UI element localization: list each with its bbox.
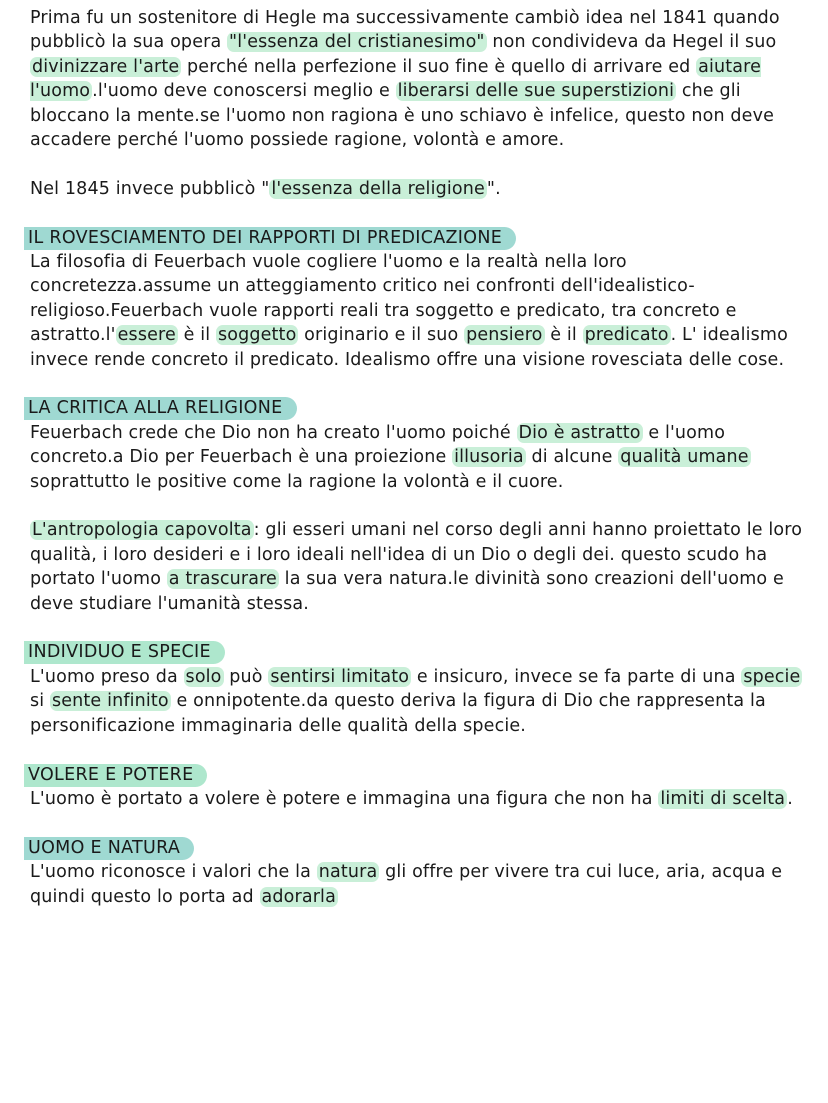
paragraph-spacer: [30, 201, 810, 225]
text-segment: L'uomo preso da: [30, 666, 184, 687]
text-segment: .l'uomo deve conoscersi meglio e: [92, 81, 396, 102]
heading-individuo-specie: INDIVIDUO E SPECIE: [24, 641, 225, 664]
highlighted-text: L'antropologia capovolta: [32, 520, 252, 541]
heading-individuo-specie-line: [30, 640, 810, 664]
text-segment: si: [30, 691, 50, 712]
individuo-paragraph: [30, 665, 810, 738]
highlighted-text: liberarsi delle sue superstizioni: [397, 81, 675, 102]
paragraph-spacer: [30, 616, 810, 640]
heading-volere-potere: VOLERE E POTERE: [24, 764, 207, 787]
text-segment: che gli bloccano la mente.se l'uomo non ragiona è uno schiavo è infelice, questo non deve accadere perché l'uomo possiede ragione, volontà e amore.: [30, 81, 774, 151]
heading-critica-religione: LA CRITICA ALLA RELIGIONE: [24, 397, 297, 420]
highlighted-text: limiti di scelta: [660, 788, 786, 809]
highlighted-text: divinizzare l'arte: [32, 56, 180, 77]
text-segment: originario e il suo: [298, 325, 465, 346]
text-segment: ".: [486, 178, 501, 199]
paragraph-spacer: [30, 738, 810, 762]
text-segment: Prima fu un sostenitore di Hegle ma successivamente cambiò idea nel 1841 quando pubblicò la sua opera: [30, 8, 780, 53]
text-segment: L'uomo riconosce i valori che la: [30, 862, 317, 883]
highlighted-text: solo: [185, 666, 222, 687]
highlighted-text: natura: [318, 862, 378, 883]
text-segment: L'uomo è portato a volere è potere e immagina una figura che non ha: [30, 788, 659, 809]
text-segment: può: [223, 666, 269, 687]
text-segment: e onnipotente.da questo deriva la figura di Dio che rappresenta la personificazione immaginaria delle qualità della specie.: [30, 691, 766, 736]
text-segment: di alcune: [525, 447, 619, 468]
text-segment: Nel 1845 invece pubblicò ": [30, 178, 270, 199]
text-segment: .: [787, 788, 793, 809]
critica-paragraph: [30, 421, 810, 494]
text-segment: gli offre per vivere tra cui luce, aria, acqua e quindi questo lo porta ad: [30, 862, 783, 907]
highlighted-text: qualità umane: [620, 447, 749, 468]
essenza-religione-paragraph: [30, 177, 810, 201]
highlighted-text: l'essenza della religione: [271, 178, 485, 199]
highlighted-text: aiutare l'uomo: [30, 56, 762, 102]
text-segment: è il: [177, 325, 216, 346]
heading-volere-potere-line: [30, 763, 810, 787]
highlighted-text: a trascurare: [168, 569, 277, 590]
heading-uomo-natura-line: [30, 836, 810, 860]
highlighted-text: Dio è astratto: [518, 422, 641, 443]
highlighted-text: pensiero: [466, 325, 543, 346]
text-segment: non condivideva da Hegel il suo: [486, 32, 777, 53]
text-segment: . L' idealismo invece rende concreto il predicato. Idealismo offre una visione rovesciata delle cose.: [30, 325, 788, 370]
intro-paragraph: [30, 6, 810, 152]
highlighted-text: illusoria: [454, 447, 524, 468]
highlighted-text: adorarla: [261, 886, 336, 907]
highlighted-text: specie: [743, 666, 801, 687]
natura-paragraph: [30, 860, 810, 909]
paragraph-spacer: [30, 372, 810, 396]
antropologia-paragraph: [30, 518, 810, 616]
highlighted-text: sentirsi limitato: [270, 666, 410, 687]
text-segment: Feuerbach crede che Dio non ha creato l'uomo poiché: [30, 422, 517, 443]
paragraph-spacer: [30, 811, 810, 835]
text-segment: è il: [544, 325, 583, 346]
heading-critica-religione-line: [30, 396, 810, 420]
paragraph-spacer: [30, 494, 810, 518]
text-segment: soprattutto le positive come la ragione la volontà e il cuore.: [30, 471, 564, 492]
highlighted-text: essere: [117, 325, 176, 346]
volere-paragraph: [30, 787, 810, 811]
text-segment: La filosofia di Feuerbach vuole cogliere l'uomo e la realtà nella loro concretezza.assume un atteggiamento critico nei confronti dell'idealistico-religioso.Feuerbach vuole rapporti reali tra soggetto e predicato, tra concreto e astratto.l': [30, 252, 737, 346]
heading-uomo-natura: UOMO E NATURA: [24, 837, 194, 860]
text-segment: e l'uomo concreto.a Dio per Feuerbach è una proiezione: [30, 422, 726, 468]
rovesciamento-paragraph: [30, 250, 810, 372]
text-segment: e insicuro, invece se fa parte di una: [411, 666, 742, 687]
highlighted-text: "l'essenza del cristianesimo": [229, 32, 485, 53]
heading-rovesciamento-line: [30, 226, 810, 250]
text-segment: la sua vera natura.le divinità sono creazioni dell'uomo e deve studiare l'umanità stessa.: [30, 569, 784, 614]
heading-rovesciamento: IL ROVESCIAMENTO DEI RAPPORTI DI PREDICAZIONE: [24, 227, 516, 250]
highlighted-text: predicato: [584, 325, 669, 346]
highlighted-text: sente infinito: [52, 691, 169, 712]
highlighted-text: soggetto: [217, 325, 297, 346]
text-segment: : gli esseri umani nel corso degli anni hanno proiettato le loro qualità, i loro desideri e i loro ideali nell'idea di un Dio o degli dei. questo scudo ha portato l'uomo: [30, 520, 803, 590]
paragraph-spacer: [30, 152, 810, 176]
note-page: [30, 6, 810, 909]
text-segment: perché nella perfezione il suo fine è quello di arrivare ed: [181, 56, 697, 77]
